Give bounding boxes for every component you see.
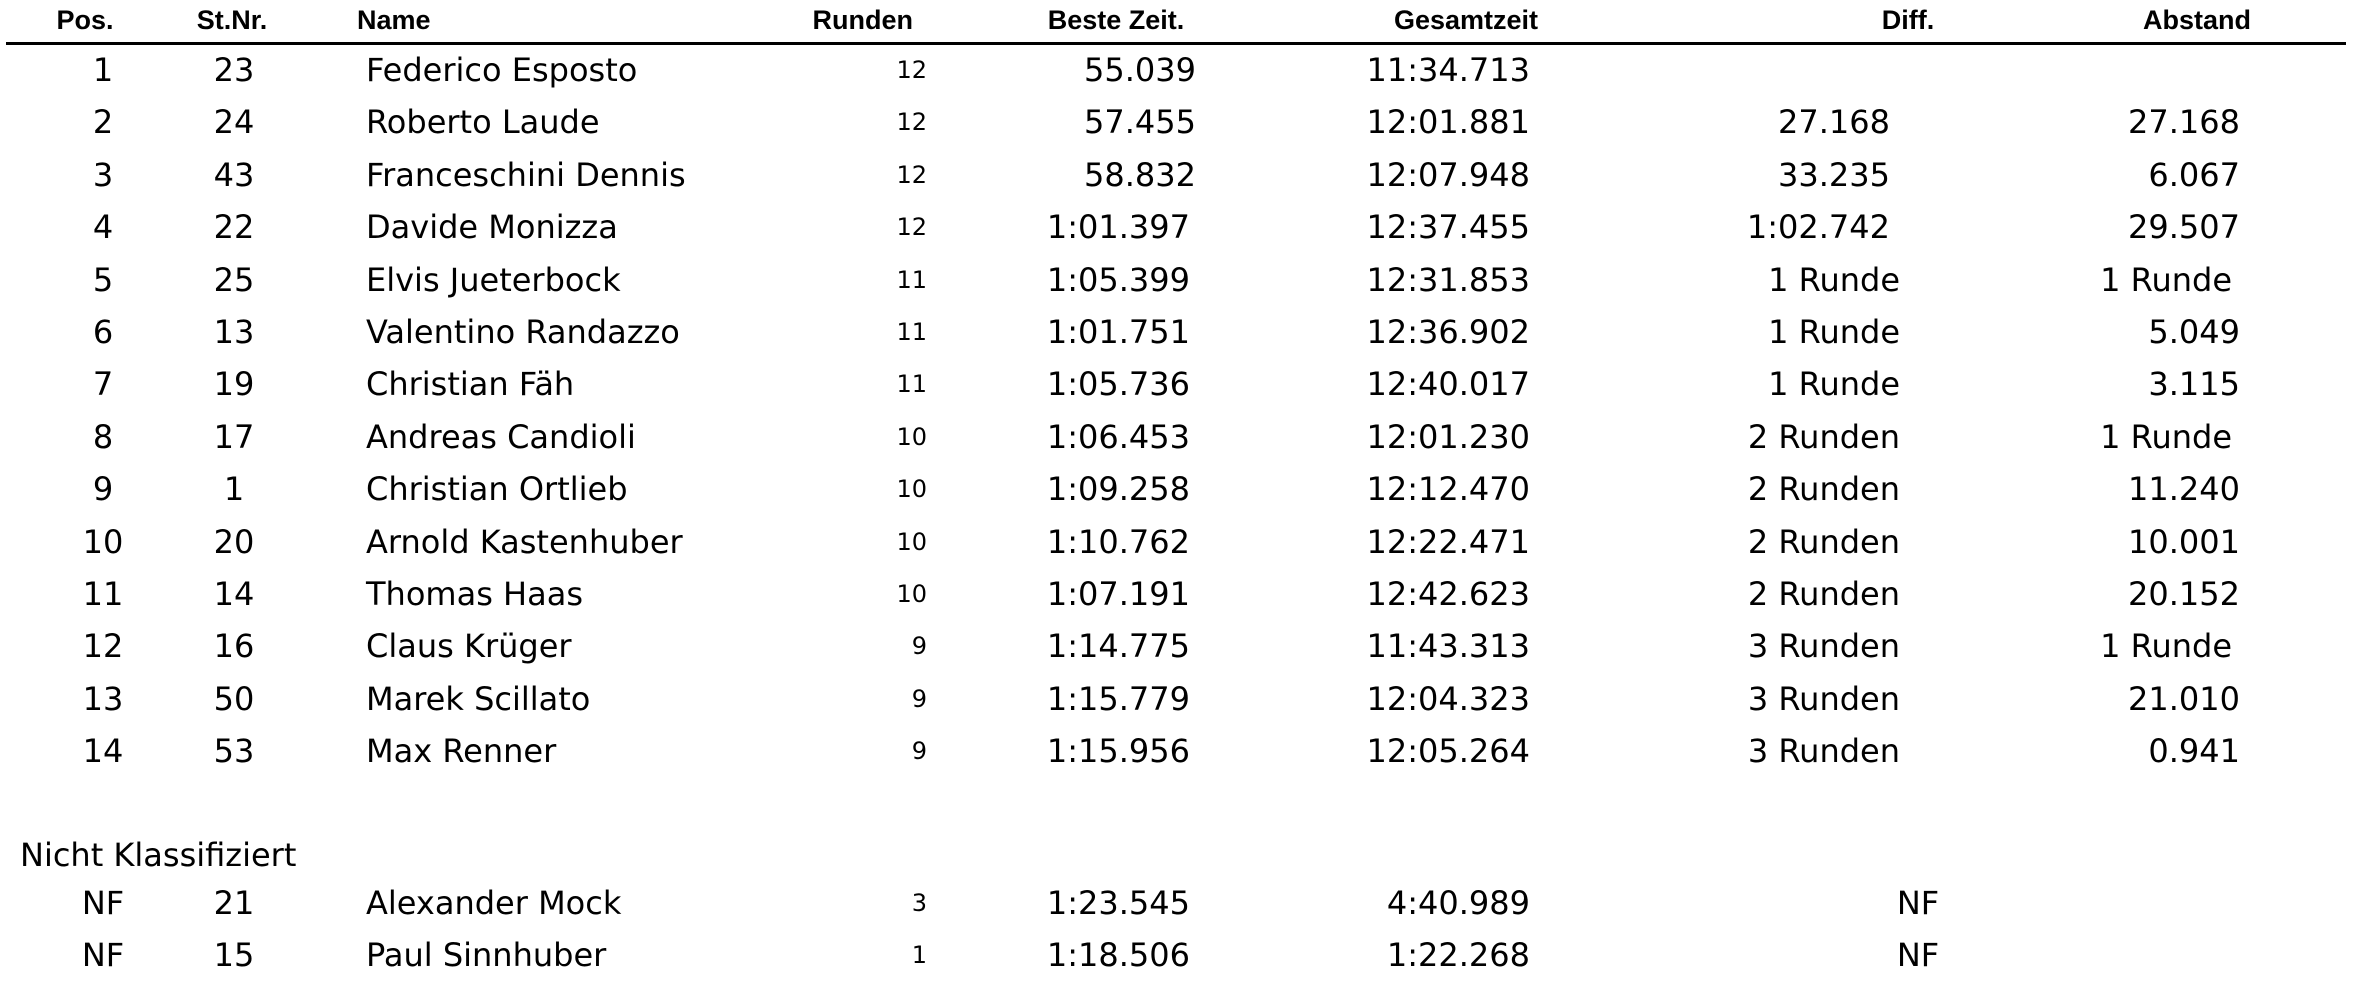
cell-position: 12 <box>82 627 124 666</box>
cell-best-time: 1:10.762 <box>1046 522 1190 561</box>
cell-diff: 27.168 <box>1778 103 1890 142</box>
cell-total-time: 12:40.017 <box>1366 365 1530 404</box>
cell-laps: 9 <box>911 632 927 661</box>
cell-total-time: 12:01.230 <box>1366 417 1530 456</box>
cell-best-time: 1:09.258 <box>1046 470 1190 509</box>
cell-start-number: 15 <box>213 936 255 974</box>
not-classified-title: Nicht Klassifiziert <box>20 836 297 874</box>
cell-position: 8 <box>92 417 114 456</box>
cell-laps: 12 <box>896 108 927 137</box>
cell-driver-name: Arnold Kastenhuber <box>366 522 683 561</box>
cell-start-number: 22 <box>213 208 255 247</box>
cell-diff: NF <box>1896 936 1940 974</box>
header-start-number: St.Nr. <box>196 5 268 35</box>
header-name: Name <box>357 5 431 35</box>
cell-position: 4 <box>92 208 114 247</box>
cell-total-time: 12:22.471 <box>1366 522 1530 561</box>
cell-diff: 1 Runde <box>1768 365 1900 404</box>
cell-gap: 1 Runde <box>2100 417 2232 456</box>
cell-driver-name: Andreas Candioli <box>366 417 636 456</box>
cell-total-time: 11:43.313 <box>1366 627 1530 666</box>
cell-gap: 21.010 <box>2128 679 2240 718</box>
cell-start-number: 24 <box>213 103 255 142</box>
cell-position: 14 <box>82 732 124 771</box>
cell-start-number: 50 <box>213 679 255 718</box>
cell-diff: 3 Runden <box>1747 627 1900 666</box>
cell-diff: 2 Runden <box>1747 470 1900 509</box>
cell-diff: 2 Runden <box>1747 522 1900 561</box>
cell-gap: 6.067 <box>2148 155 2240 194</box>
cell-start-number: 16 <box>213 627 255 666</box>
cell-laps: 11 <box>896 318 927 346</box>
cell-gap: 29.507 <box>2128 208 2240 247</box>
cell-start-number: 21 <box>213 884 255 922</box>
cell-best-time: 1:15.956 <box>1046 732 1190 771</box>
cell-start-number: 43 <box>213 155 255 194</box>
cell-gap: 27.168 <box>2128 103 2240 142</box>
cell-driver-name: Marek Scillato <box>366 679 591 718</box>
cell-start-number: 13 <box>213 313 255 351</box>
cell-laps: 12 <box>896 56 927 84</box>
cell-laps: 11 <box>896 370 927 399</box>
cell-driver-name: Franceschini Dennis <box>366 155 686 194</box>
cell-gap: 11.240 <box>2128 470 2240 509</box>
cell-position: NF <box>81 936 125 974</box>
cell-position: 1 <box>92 51 114 89</box>
cell-laps: 12 <box>896 213 927 242</box>
cell-driver-name: Roberto Laude <box>366 103 600 142</box>
header-divider <box>6 42 2346 45</box>
cell-laps: 10 <box>896 475 927 504</box>
cell-diff: 1:02.742 <box>1746 208 1890 247</box>
header-diff: Diff. <box>1881 5 1935 35</box>
cell-laps: 9 <box>911 737 927 766</box>
cell-best-time: 55.039 <box>1084 51 1196 89</box>
cell-total-time: 12:04.323 <box>1366 679 1530 718</box>
cell-total-time: 12:42.623 <box>1366 575 1530 613</box>
cell-best-time: 1:23.545 <box>1046 884 1190 922</box>
cell-position: 3 <box>92 155 114 194</box>
cell-best-time: 1:01.751 <box>1046 313 1190 351</box>
cell-diff: 1 Runde <box>1768 260 1900 299</box>
cell-start-number: 25 <box>213 260 255 299</box>
cell-total-time: 12:37.455 <box>1366 208 1530 247</box>
cell-gap: 5.049 <box>2148 313 2240 351</box>
cell-gap: 3.115 <box>2148 365 2240 404</box>
cell-best-time: 1:14.775 <box>1046 627 1190 666</box>
cell-best-time: 1:07.191 <box>1046 575 1190 613</box>
cell-best-time: 1:18.506 <box>1046 936 1190 974</box>
cell-diff: NF <box>1896 884 1940 922</box>
cell-laps: 3 <box>911 889 927 917</box>
cell-total-time: 12:36.902 <box>1366 313 1530 351</box>
cell-driver-name: Claus Krüger <box>366 627 572 666</box>
cell-gap: 1 Runde <box>2100 627 2232 666</box>
cell-best-time: 1:15.779 <box>1046 679 1190 718</box>
cell-position: 6 <box>92 313 114 351</box>
cell-start-number: 53 <box>213 732 255 771</box>
cell-driver-name: Federico Esposto <box>366 51 638 89</box>
cell-total-time: 12:12.470 <box>1366 470 1530 509</box>
cell-position: 2 <box>92 103 114 142</box>
header-pos: Pos. <box>56 5 114 35</box>
cell-best-time: 58.832 <box>1084 155 1196 194</box>
cell-laps: 9 <box>911 684 927 713</box>
cell-laps: 1 <box>911 941 927 969</box>
cell-gap: 0.941 <box>2148 732 2240 771</box>
cell-laps: 10 <box>896 580 927 608</box>
cell-best-time: 1:01.397 <box>1046 208 1190 247</box>
cell-diff: 3 Runden <box>1747 732 1900 771</box>
cell-driver-name: Thomas Haas <box>366 575 583 613</box>
cell-driver-name: Alexander Mock <box>366 884 622 922</box>
cell-start-number: 19 <box>213 365 255 404</box>
cell-total-time: 12:05.264 <box>1366 732 1530 771</box>
cell-driver-name: Paul Sinnhuber <box>366 936 607 974</box>
cell-diff: 2 Runden <box>1747 417 1900 456</box>
cell-gap: 20.152 <box>2128 575 2240 613</box>
cell-total-time: 1:22.268 <box>1386 936 1530 974</box>
cell-best-time: 1:06.453 <box>1046 417 1190 456</box>
cell-total-time: 4:40.989 <box>1386 884 1530 922</box>
cell-total-time: 11:34.713 <box>1366 51 1530 89</box>
cell-driver-name: Davide Monizza <box>366 208 618 247</box>
cell-laps: 12 <box>896 160 927 189</box>
cell-gap: 10.001 <box>2128 522 2240 561</box>
header-runden: Runden <box>812 5 913 35</box>
cell-best-time: 1:05.399 <box>1046 260 1190 299</box>
cell-driver-name: Christian Ortlieb <box>366 470 628 509</box>
cell-driver-name: Max Renner <box>366 732 557 771</box>
cell-gap: 1 Runde <box>2100 260 2232 299</box>
cell-total-time: 12:31.853 <box>1366 260 1530 299</box>
cell-total-time: 12:07.948 <box>1366 155 1530 194</box>
cell-driver-name: Elvis Jueterbock <box>366 260 621 299</box>
cell-laps: 11 <box>896 265 927 294</box>
cell-driver-name: Christian Fäh <box>366 365 575 404</box>
cell-position: 5 <box>92 260 114 299</box>
cell-start-number: 20 <box>213 522 255 561</box>
cell-position: NF <box>81 884 125 922</box>
cell-start-number: 17 <box>213 417 255 456</box>
cell-driver-name: Valentino Randazzo <box>366 313 680 351</box>
cell-position: 7 <box>92 365 114 404</box>
cell-total-time: 12:01.881 <box>1366 103 1530 142</box>
cell-diff: 2 Runden <box>1747 575 1900 613</box>
header-abstand: Abstand <box>2143 5 2251 35</box>
cell-start-number: 1 <box>223 470 245 509</box>
cell-laps: 10 <box>896 422 927 451</box>
cell-best-time: 1:05.736 <box>1046 365 1190 404</box>
header-gesamtzeit: Gesamtzeit <box>1393 5 1539 35</box>
cell-position: 10 <box>82 522 124 561</box>
cell-laps: 10 <box>896 527 927 556</box>
cell-position: 9 <box>92 470 114 509</box>
cell-best-time: 57.455 <box>1084 103 1196 142</box>
cell-diff: 1 Runde <box>1768 313 1900 351</box>
cell-position: 11 <box>82 575 124 613</box>
cell-position: 13 <box>82 679 124 718</box>
cell-diff: 3 Runden <box>1747 679 1900 718</box>
header-beste-zeit: Beste Zeit. <box>1047 5 1185 35</box>
cell-start-number: 23 <box>213 51 255 89</box>
cell-diff: 33.235 <box>1778 155 1890 194</box>
cell-start-number: 14 <box>213 575 255 613</box>
